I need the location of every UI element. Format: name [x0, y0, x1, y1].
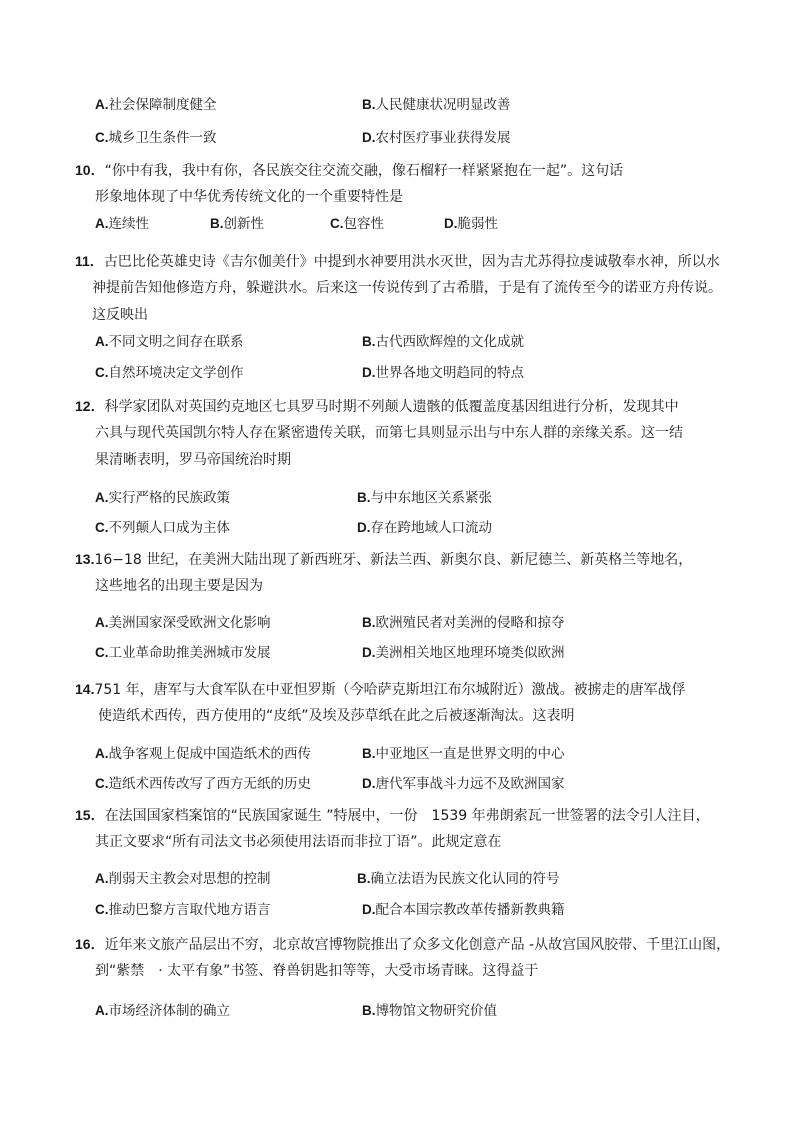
question-number: 10． [75, 162, 105, 178]
q13-option-a [95, 613, 271, 633]
q10-option-b [210, 214, 264, 234]
q11-option-b [362, 332, 524, 352]
q12-option-d [357, 518, 492, 538]
option-text: 存在跨地域人口流动 [370, 520, 492, 536]
q12-stem-line-2: 六具与现代英国凯尔特人存在紧密遗传关联，而第七具则显示出与中东人群的亲缘关系。这一结 [95, 425, 683, 441]
q10-option-a [95, 214, 149, 234]
q14-option-c [95, 774, 311, 794]
q11-stem-line-3: 这反映出 [92, 307, 148, 323]
option-key: D. [444, 216, 458, 231]
option-text: 博物馆文物研究价值 [375, 1003, 497, 1019]
option-text: 创新性 [223, 216, 264, 232]
option-key: B. [357, 871, 371, 886]
option-text: 社会保障制度健全 [108, 97, 217, 113]
q15-stem-line-1 [75, 805, 710, 826]
q13-option-c [95, 643, 271, 663]
option-key: A. [95, 334, 109, 349]
option-key: C. [95, 520, 109, 535]
option-text: 实行严格的民族政策 [108, 490, 230, 506]
option-text: 唐代军事战斗力远不及欧洲国家 [375, 776, 565, 792]
q16-option-a [95, 1001, 230, 1021]
q13-stem-line-1 [75, 549, 692, 570]
option-key: A. [95, 97, 109, 112]
q12-option-c [95, 518, 230, 538]
q11-option-a [95, 332, 244, 352]
option-key: B. [210, 216, 224, 231]
option-key: C. [95, 776, 109, 791]
option-key: D. [362, 365, 376, 380]
option-text: 古代西欧辉煌的文化成就 [375, 334, 524, 350]
q13-stem-line-2: 这些地名的出现主要是因为 [95, 578, 263, 594]
question-number: 11． [75, 253, 104, 269]
q10-stem-line-1 [75, 160, 623, 181]
option-key: A. [95, 216, 109, 231]
q10-option-d [444, 214, 498, 234]
option-key: D. [362, 645, 376, 660]
option-text: 不同文明之间存在联系 [108, 334, 244, 350]
q15-option-d [362, 900, 565, 920]
option-text: 推动巴黎方言取代地方语言 [108, 902, 271, 918]
option-text: 中亚地区一直是世界文明的中心 [375, 746, 565, 762]
option-key: B. [362, 746, 376, 761]
option-text: 人民健康状况明显改善 [375, 97, 511, 113]
option-key: B. [362, 615, 376, 630]
q11-option-c [95, 363, 244, 383]
q12-option-b [357, 488, 492, 508]
option-key: A. [95, 871, 109, 886]
option-text: 市场经济体制的确立 [108, 1003, 230, 1019]
option-text: 城乡卫生条件一致 [108, 130, 217, 146]
q14-option-b [362, 744, 565, 764]
option-text: 世界各地文明趋同的特点 [375, 365, 524, 381]
stem-text: “你中有我，我中有你，各民族交往交流交融，像石榴籽一样紧紧抱在一起”。这句话 [104, 163, 624, 179]
option-text: 欧洲殖民者对美洲的侵略和掠夺 [375, 615, 565, 631]
option-key: A. [95, 490, 109, 505]
option-text: 美洲相关地区地理环境类似欧洲 [375, 645, 565, 661]
q10-stem-line-2: 形象地体现了中华优秀传统文化的一个重要特性是 [95, 189, 403, 205]
question-number: 14. [75, 681, 95, 697]
option-key: D. [362, 130, 376, 145]
q10-option-c [330, 214, 384, 234]
option-text: 连续性 [108, 216, 149, 232]
question-number: 12． [75, 398, 105, 414]
option-key: A. [95, 746, 109, 761]
q15-option-b [357, 869, 560, 889]
q9-option-d [362, 128, 511, 148]
q11-option-d [362, 363, 524, 383]
option-text: 与中东地区关系紧张 [370, 490, 492, 506]
stem-text: 16−18 世纪，在美洲大陆出现了新西班牙、新法兰西、新奥尔良、新尼德兰、新英格兰等地名， [94, 552, 693, 568]
option-text: 确立法语为民族文化认同的符号 [370, 871, 560, 887]
option-text: 工业革命助推美洲城市发展 [108, 645, 271, 661]
q14-option-d [362, 774, 565, 794]
option-key: C. [95, 645, 109, 660]
q12-stem-line-1 [75, 396, 679, 417]
option-key: B. [362, 334, 376, 349]
option-text: 造纸术西传改写了西方无纸的历史 [108, 776, 311, 792]
stem-text: 在法国国家档案馆的“民族国家诞生 ”特展中，一份 1539 年弗朗索瓦一世签署的法令引人注目， [104, 808, 710, 824]
q14-option-a [95, 744, 311, 764]
option-key: C. [95, 130, 109, 145]
stem-text: 科学家团队对英国约克地区七具罗马时期不列颠人遗骸的低覆盖度基因组进行分析，发现其中 [104, 399, 679, 415]
option-key: D. [362, 902, 376, 917]
question-number: 16． [75, 936, 105, 952]
q13-option-d [362, 643, 565, 663]
option-text: 自然环境决定文学创作 [108, 365, 244, 381]
q15-stem-line-2: 其正文要求“所有司法文书必须使用法语而非拉丁语”。此规定意在 [95, 834, 502, 850]
q12-stem-line-3: 果清晰表明，罗马帝国统治时期 [95, 452, 291, 468]
q16-option-b [362, 1001, 497, 1021]
q14-stem-line-2: 使造纸术西传，西方使用的“皮纸”及埃及莎草纸在此之后被逐渐淘汰。这表明 [98, 708, 575, 724]
q16-stem-line-1 [75, 934, 730, 955]
q12-option-a [95, 488, 230, 508]
option-text: 美洲国家深受欧洲文化影响 [108, 615, 271, 631]
q9-option-b [362, 95, 511, 115]
q9-option-a [95, 95, 217, 115]
option-text: 削弱天主教会对思想的控制 [108, 871, 271, 887]
q9-option-c [95, 128, 217, 148]
q11-stem-line-2: 神提前告知他修造方舟，躲避洪水。后来这一传说传到了古希腊，于是有了流传至今的诺亚方舟传说。 [92, 280, 722, 296]
option-key: D. [362, 776, 376, 791]
option-text: 农村医疗事业获得发展 [375, 130, 511, 146]
option-key: B. [362, 1003, 376, 1018]
option-key: C. [95, 902, 109, 917]
option-key: A. [95, 615, 109, 630]
option-key: B. [357, 490, 371, 505]
option-text: 脆弱性 [457, 216, 498, 232]
option-key: B. [362, 97, 376, 112]
stem-text: 古巴比伦英雄史诗《吉尔伽美什》中提到水神要用洪水灭世，因为吉尤苏得拉虔诚敬奉水神，所以水 [103, 254, 720, 270]
question-number: 15． [75, 807, 105, 823]
stem-text: 751 年，唐军与大食军队在中亚怛罗斯（今哈萨克斯坦江布尔城附近）激战。被掳走的唐军战俘 [94, 682, 686, 698]
option-text: 不列颠人口成为主体 [108, 520, 230, 536]
option-key: A. [95, 1003, 109, 1018]
option-key: C. [330, 216, 344, 231]
stem-text: 近年来文旅产品层出不穷，北京故宫博物院推出了众多文化创意产品 -从故宫国风胶带、千里江山图， [104, 937, 731, 953]
option-key: D. [357, 520, 371, 535]
q15-option-c [95, 900, 271, 920]
q15-option-a [95, 869, 271, 889]
q14-stem-line-1 [75, 679, 686, 700]
q13-option-b [362, 613, 565, 633]
question-number: 13. [75, 551, 95, 567]
q11-stem-line-1 [75, 251, 720, 272]
option-text: 战争客观上促成中国造纸术的西传 [108, 746, 311, 762]
option-key: C. [95, 365, 109, 380]
option-text: 配合本国宗教改革传播新教典籍 [375, 902, 565, 918]
q16-stem-line-2: 到“紫禁 · 太平有象”书签、脊兽钥匙扣等等，大受市场青睐。这得益于 [95, 963, 539, 979]
option-text: 包容性 [343, 216, 384, 232]
